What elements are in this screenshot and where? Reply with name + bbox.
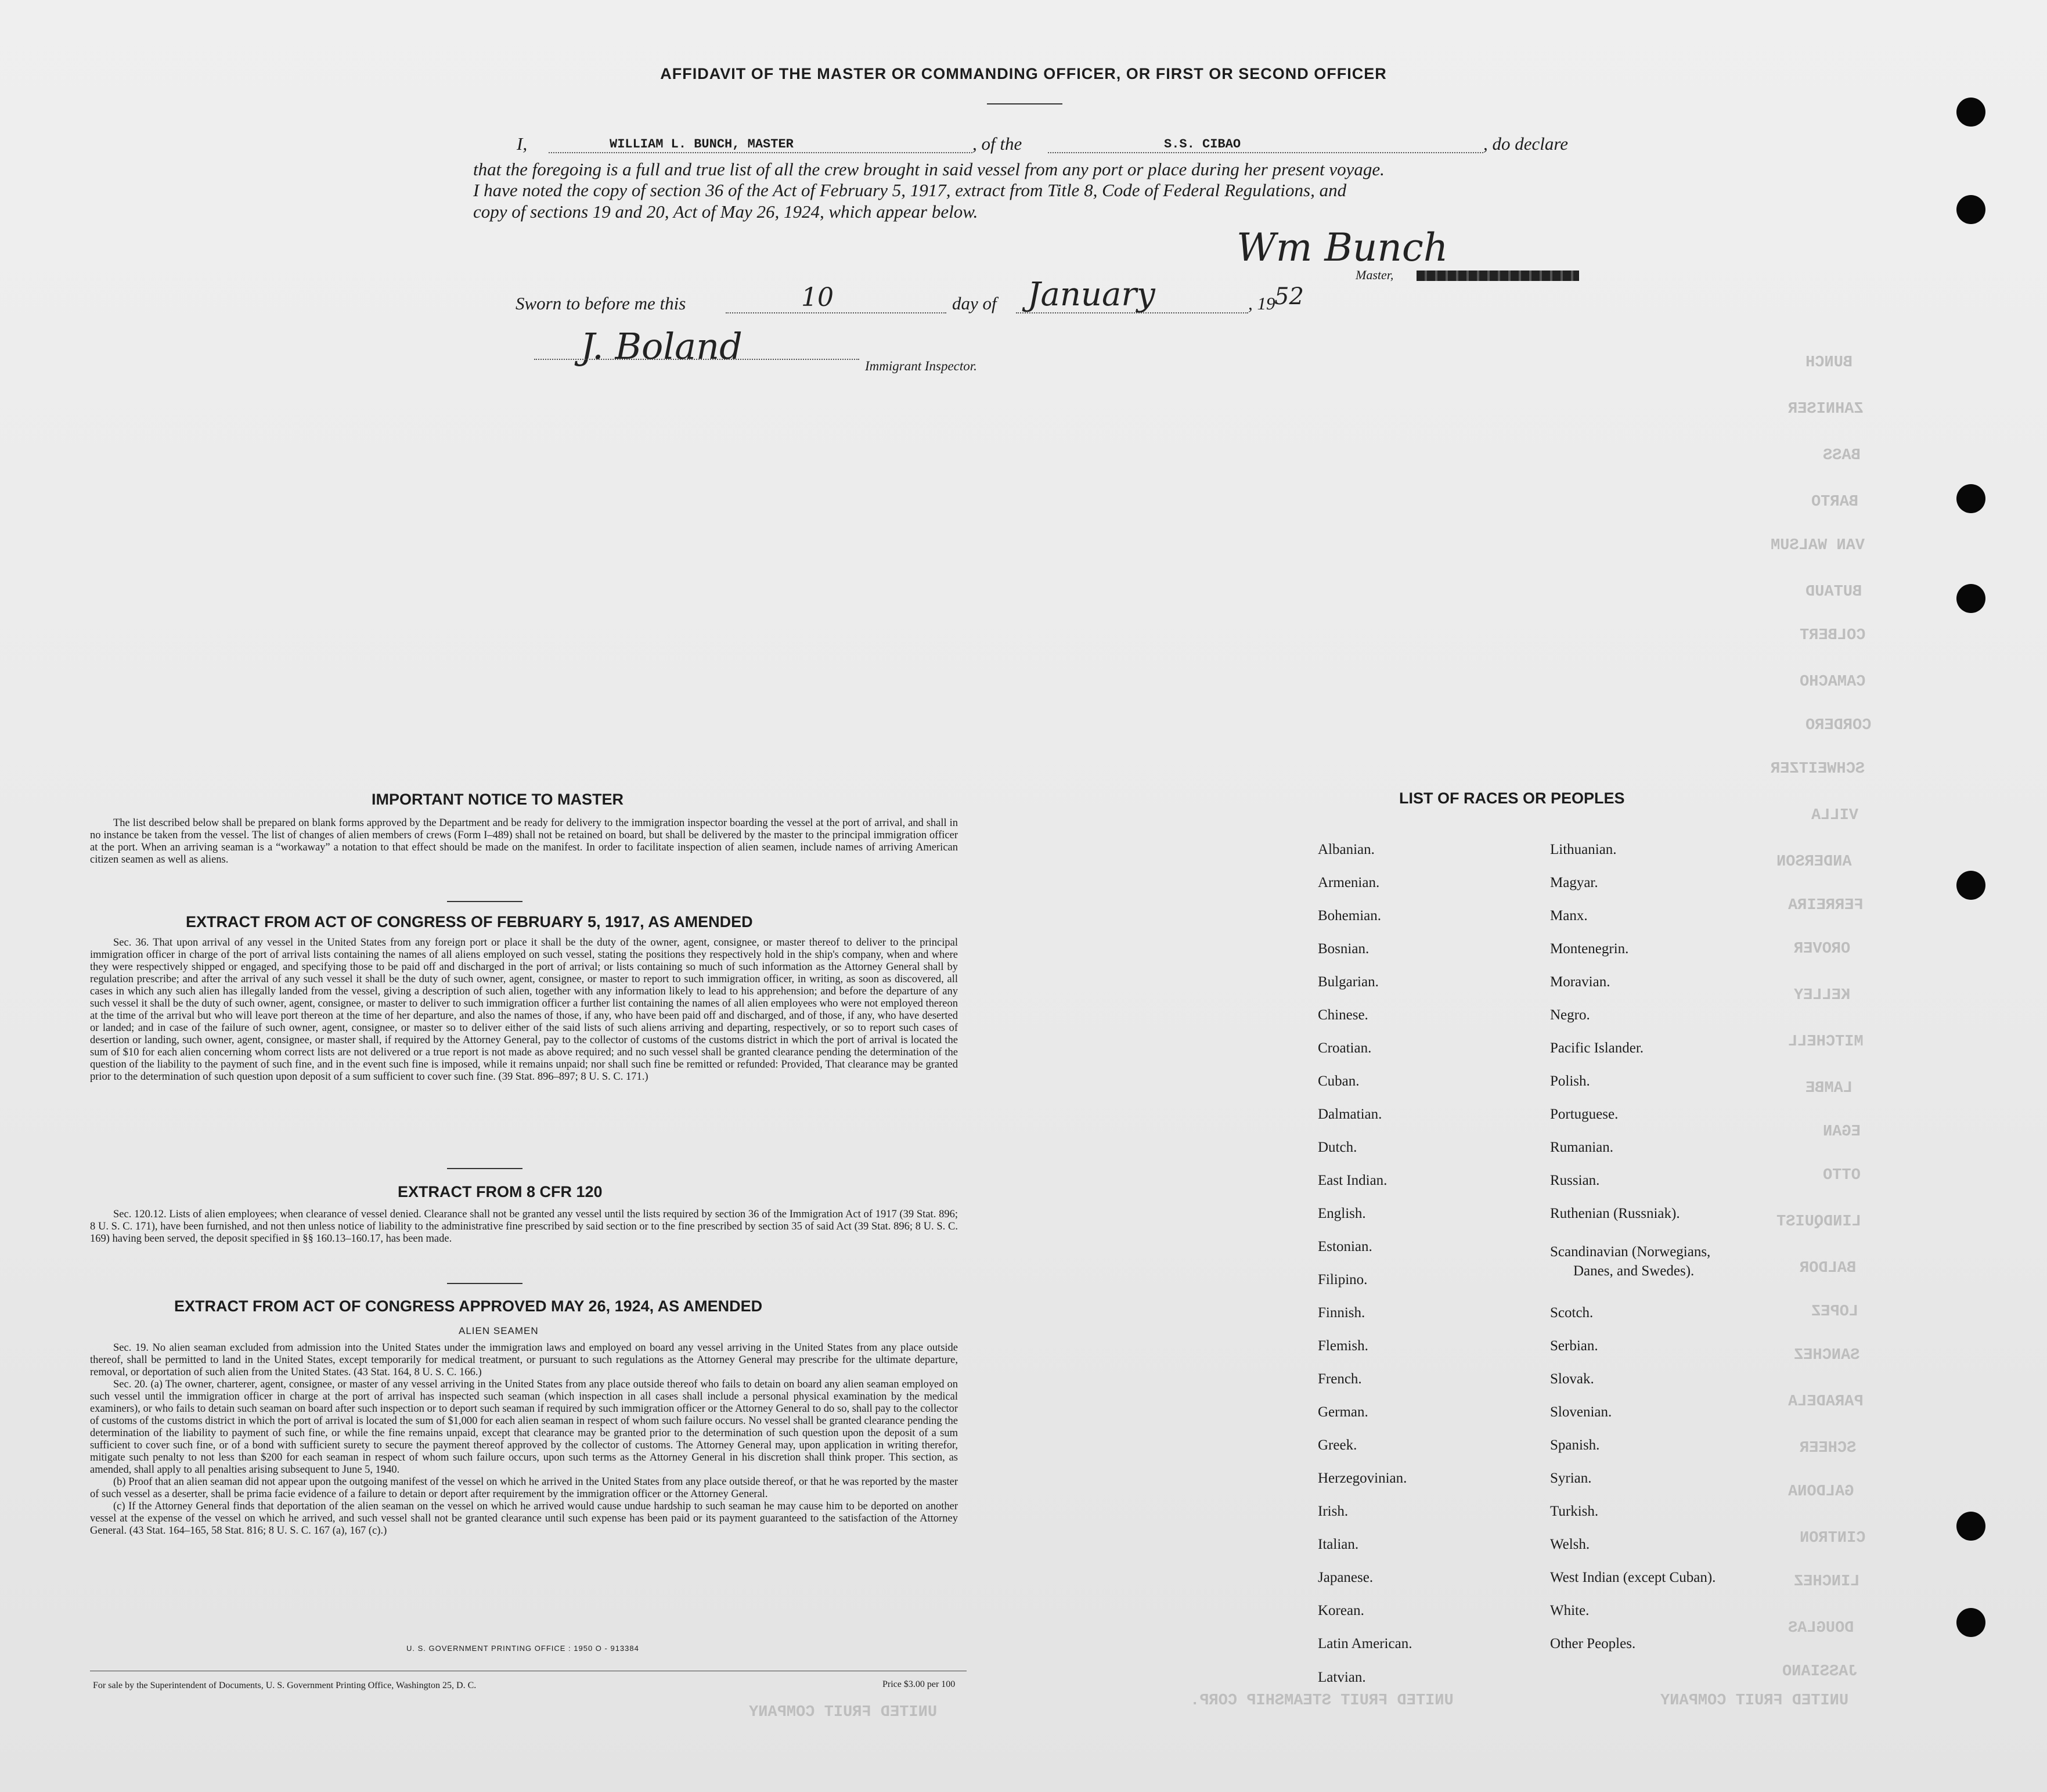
bleed-name: LINDQUIST <box>1776 1213 1861 1231</box>
extract-cfr-body <box>90 1209 958 1245</box>
race-item: Montenegrin. <box>1550 941 1629 957</box>
race-item: Scotch. <box>1550 1305 1594 1321</box>
extract-1917-heading: EXTRACT FROM ACT OF CONGRESS OF FEBRUARY 5, 1917, AS AMENDED <box>186 913 753 931</box>
race-item: Slovenian. <box>1550 1404 1612 1420</box>
bleed-name: KELLEY <box>1794 987 1851 1004</box>
bleed-name: BUNCH <box>1805 354 1853 372</box>
extract-1917-body <box>90 937 958 1083</box>
year-prefix: , 19 <box>1248 293 1275 313</box>
race-item: Moravian. <box>1550 974 1610 990</box>
bleed-name: GALDONA <box>1788 1483 1854 1501</box>
bleed-company: UNITED FRUIT COMPANY <box>749 1704 938 1721</box>
bleed-name: CAMACHO <box>1800 673 1866 691</box>
section-divider <box>447 901 522 902</box>
vessel-name-field: S.S. CIBAO <box>1164 137 1241 152</box>
day-field-line <box>726 312 946 313</box>
inspector-signature: J. Boland <box>581 325 743 367</box>
notice-heading: IMPORTANT NOTICE TO MASTER <box>372 791 624 808</box>
bleed-company-bottom: UNITED FRUIT STEAMSHIP CORP. <box>1190 1692 1454 1710</box>
race-item: Irish. <box>1318 1503 1349 1519</box>
race-item: German. <box>1318 1404 1368 1420</box>
master-signature: Wm Bunch <box>1237 225 1448 270</box>
race-item: Welsh. <box>1550 1537 1590 1552</box>
race-item: Bohemian. <box>1318 908 1382 924</box>
bleed-name: BARTO <box>1811 493 1859 511</box>
bleed-name: DOUGLAS <box>1788 1620 1854 1637</box>
race-item: Scandinavian (Norwegians, <box>1550 1244 1711 1260</box>
bleed-name: VILLA <box>1811 807 1859 824</box>
race-item: Filipino. <box>1318 1272 1368 1288</box>
race-item: French. <box>1318 1371 1362 1387</box>
race-item: Albanian. <box>1318 842 1375 857</box>
sworn-month-field: January <box>1028 276 1155 313</box>
race-item: Herzegovinian. <box>1318 1470 1407 1486</box>
bleed-name: BALDOR <box>1800 1260 1857 1277</box>
bleed-name: CINTRON <box>1800 1530 1866 1547</box>
punch-hole <box>1956 584 1985 613</box>
affidavit-line-2: that the foregoing is a full and true list of all the crew brought in said vessel from any port or place during her present voyage. <box>473 159 1385 179</box>
bleed-name: EGAN <box>1823 1123 1861 1141</box>
day-of-label: day of <box>952 293 997 313</box>
affidavit-line-3: I have noted the copy of section 36 of the Act of February 5, 1917, extract from Title 8, Code of Federal Regulations, and <box>473 180 1347 200</box>
bleed-company: UNITED FRUIT COMPANY <box>1660 1692 1849 1710</box>
notice-paragraph: The list described below shall be prepared on blank forms approved by the Department and be ready for delivery to the immigration inspector boarding the vessel at the port of arrival, and shall in no instance be taken from the vessel. The list of changes of alien members of crews (Form I–489) shall not be retained on board, but shall be delivered by the master to the principal immigration officer at the port. When an arriving seaman is a “workaway” a notation to that effect should be made on the manifest. In order to facilitate inspection of alien seamen, include names of arriving American citizen seamen as well as aliens. <box>90 817 958 866</box>
bleed-name: COLBERT <box>1800 627 1866 644</box>
race-item: Cuban. <box>1318 1073 1360 1089</box>
race-item: Rumanian. <box>1550 1140 1614 1155</box>
race-item: Portuguese. <box>1550 1106 1619 1122</box>
bleed-name: ZAHNISER <box>1788 401 1864 418</box>
race-item: White. <box>1550 1603 1590 1618</box>
alien-seamen-subheading: ALIEN SEAMEN <box>459 1325 539 1336</box>
race-item: Turkish. <box>1550 1503 1599 1519</box>
race-item: Syrian. <box>1550 1470 1592 1486</box>
bleed-name: FERREIRA <box>1788 897 1864 914</box>
sec-19-paragraph: Sec. 19. No alien seaman excluded from admission into the United States under the immigration laws and employed on board any vessel arriving in the United States from any place outside thereof, shall be permitted to land in the United States, except temporarily for medical treatment, or pursuant to such regulations as the Attorney General may prescribe for the ultimate departure, removal, or deportation of such alien from the United States. (43 Stat. 164, 8 U. S. C. 166.) <box>90 1342 958 1378</box>
bleed-name: BASS <box>1823 447 1861 464</box>
bleed-name: JASSIANO <box>1782 1663 1858 1681</box>
race-item: Chinese. <box>1318 1007 1368 1023</box>
race-item: Japanese. <box>1318 1570 1374 1585</box>
race-item: Pacific Islander. <box>1550 1040 1644 1056</box>
race-item: Slovak. <box>1550 1371 1594 1387</box>
bleed-name: VAN WALSUM <box>1771 537 1865 554</box>
declarant-i: I, <box>517 134 528 154</box>
sworn-year-field: 52 <box>1274 283 1304 310</box>
punch-hole <box>1956 1512 1985 1541</box>
affidavit-line-4: copy of sections 19 and 20, Act of May 26, 1924, which appear below. <box>473 201 978 222</box>
race-item: Latin American. <box>1318 1636 1412 1652</box>
bleed-name: BUTAUD <box>1805 583 1862 601</box>
bleed-name: OTTO <box>1823 1167 1861 1184</box>
notice-body <box>90 817 958 866</box>
races-heading: LIST OF RACES OR PEOPLES <box>1399 789 1625 807</box>
race-item: Danes, and Swedes). <box>1573 1263 1695 1279</box>
race-item: Negro. <box>1550 1007 1590 1023</box>
bleed-name: SCHEER <box>1800 1440 1857 1457</box>
race-item: Ruthenian (Russniak). <box>1550 1206 1680 1221</box>
race-item: Dalmatian. <box>1318 1106 1382 1122</box>
race-item: Korean. <box>1318 1603 1364 1618</box>
do-declare-label: , do declare <box>1483 134 1569 154</box>
sec-20b-paragraph: (b) Proof that an alien seaman did not appear upon the outgoing manifest of the vessel on which he arrived in the United States from any place outside thereof, or that he was reported by the master of such vessel as a deserter, shall be prima facie evidence of a failure to detain or deport after requirement by the immigration officer or the Attorney General. <box>90 1476 958 1500</box>
race-item: West Indian (except Cuban). <box>1550 1570 1716 1585</box>
race-item: Other Peoples. <box>1550 1636 1636 1652</box>
sworn-prefix: Sworn to before me this <box>516 293 686 313</box>
bleed-name: MITCHELL <box>1788 1033 1864 1051</box>
inspector-label: Immigrant Inspector. <box>865 359 977 373</box>
section-divider <box>447 1168 522 1169</box>
punch-hole <box>1956 871 1985 900</box>
sec-36-paragraph: Sec. 36. That upon arrival of any vessel in the United States from any foreign port or place it shall be the duty of the owner, agent, consignee, or master thereof to deliver to the principal immigration officer in charge of the port of arrival lists containing the names of all aliens employed on such vessel, stating the positions they respectively hold in the ship's company, when and where they were respectively shipped or engaged, and specifying those to be paid off and discharged in the port of arrival; or lists containing so much of such information as the Attorney General shall by regulation prescribe; and after the arrival of any such vessel it shall be the duty of such owner, agent, consignee, or master to report to such immigration officer, in writing, as soon as discovered, all cases in which any such alien has illegally landed from the vessel, giving a description of such alien, together with any information likely to lead to his apprehension; and before the departure of any such vessel it shall be the duty of such owner, agent, consignee, or master to deliver to such immigration officer a further list containing the names of all alien employees who were not employed thereon at the time of the arrival but who will leave port thereon at the time of her departure, and also the names of those, if any, who have been paid off and discharged, and of those, if any, who have deserted or landed; and in case of the failure of such owner, agent, consignee, or master so to deliver either of the said lists of such aliens arriving and departing, respectively, or so to report such cases of desertion or landing, such owner, agent, consignee, or master shall, if required by the Attorney General, pay to the collector of customs of the customs district in which the port of arrival is located the sum of $10 for each alien concerning whom correct lists are not delivered or a true report is not made as above required; and no such vessel shall be granted clearance pending the determination of the question of the liability to the payment of such fine, and in the event such fine is imposed, while it remains unpaid; nor shall such fine be remitted or refunded: Provided, That clearance may be granted prior to the determination of such question upon deposit of a sum sufficient to cover such fine. (39 Stat. 896–897; 8 U. S. C. 171.) <box>90 937 958 1083</box>
race-item: Latvian. <box>1318 1670 1366 1685</box>
extract-cfr-heading: EXTRACT FROM 8 CFR 120 <box>398 1183 603 1200</box>
footer-sale-notice: For sale by the Superintendent of Documents, U. S. Government Printing Office, Washington 25, D. C. <box>93 1681 477 1690</box>
race-item: Croatian. <box>1318 1040 1372 1056</box>
race-item: Russian. <box>1550 1173 1600 1188</box>
race-item: Serbian. <box>1550 1338 1598 1354</box>
footer-price: Price $3.00 per 100 <box>882 1679 956 1689</box>
race-item: Estonian. <box>1318 1239 1372 1254</box>
bleed-name: SCHWEITZER <box>1771 760 1865 778</box>
race-item: English. <box>1318 1206 1366 1221</box>
master-label: Master, <box>1356 268 1394 282</box>
sec-20c-paragraph: (c) If the Attorney General finds that deportation of the alien seaman on the vessel on which he arrived would cause undue hardship to such seaman he may cause him to be deported on another vessel at the expense of the vessel on which he arrived, and such vessel shall not be granted clearance until such expense has been paid or its payment guaranteed to the satisfaction of the Attorney General. (43 Stat. 164–165, 58 Stat. 816; 8 U. S. C. 167 (a), 167 (c).) <box>90 1501 958 1537</box>
bleed-name: PARADELA <box>1788 1393 1864 1411</box>
vessel-field-line <box>1048 152 1483 153</box>
bleed-name: ANDERSON <box>1776 853 1852 871</box>
race-item: Manx. <box>1550 908 1588 924</box>
sec-20a-paragraph: Sec. 20. (a) The owner, charterer, agent, consignee, or master of any vessel arriving in the United States from any place outside thereof who fails to detain on board any alien seaman employed on such vessel until the immigration officer in charge at the port of arrival has inspected such seaman (which inspection in all cases shall include a personal physical examination by the medical examiners), or who fails to detain such seaman on board after such inspection or to deport such seaman if required by such immigration officer or the Attorney General to do so, shall pay to the collector of customs of the customs district in which the port of arrival is located the sum of $1,000 for each alien seaman in respect of whom such failure occurs. No vessel shall be granted clearance pending the determination of the liability to payment of such fine, or while the fine remains unpaid, except that clearance may be granted prior to the determination of such question upon the deposit of a sum sufficient to cover such fine, or of a bond with sufficient surety to secure the payment thereof approved by the collector of customs. The Attorney General may, upon application in writing therefor, mitigate such penalty to not less than $200 for each seaman in respect of whom such failure occurs, upon such terms as the Attorney General in his discretion shall think proper. This section, as amended, shall apply to all penalties arising subsequent to June 5, 1940. <box>90 1379 958 1476</box>
race-item: Italian. <box>1318 1537 1359 1552</box>
punch-hole <box>1956 98 1985 127</box>
race-item: Bosnian. <box>1318 941 1370 957</box>
race-item: Bulgarian. <box>1318 974 1379 990</box>
of-the-label: , of the <box>972 134 1022 154</box>
sec-120-12-paragraph: Sec. 120.12. Lists of alien employees; when clearance of vessel denied. Clearance shall not be granted any vessel until the lists required by section 36 of the Immigration Act of 1917 (39 Stat. 896; 8 U. S. C. 171), have been furnished, and not then unless notice of liability to the administrative fine prescribed by said section or to the fine prescribed by section 35 of said Act (39 Stat. 896; 8 U. S. C. 169) having been served, the deposit specified in §§ 160.13–160.17, has been made. <box>90 1209 958 1245</box>
race-item: Dutch. <box>1318 1140 1357 1155</box>
bleed-name: LINCHEZ <box>1794 1573 1860 1591</box>
bleed-name: CORDERO <box>1805 717 1872 734</box>
bleed-name: LOPEZ <box>1811 1303 1859 1321</box>
bleed-name: LAMBE <box>1805 1080 1853 1097</box>
race-item: Finnish. <box>1318 1305 1365 1321</box>
punch-hole <box>1956 195 1985 224</box>
extract-1924-heading: EXTRACT FROM ACT OF CONGRESS APPROVED MAY 26, 1924, AS AMENDED <box>174 1297 763 1315</box>
section-divider <box>447 1283 522 1284</box>
bleed-name: SANCHEZ <box>1794 1347 1860 1364</box>
race-item: Magyar. <box>1550 875 1598 890</box>
race-item: Greek. <box>1318 1437 1357 1453</box>
race-item: Armenian. <box>1318 875 1380 890</box>
race-item: East Indian. <box>1318 1173 1388 1188</box>
race-item: Lithuanian. <box>1550 842 1617 857</box>
title-rule <box>987 103 1062 104</box>
affidavit-title: AFFIDAVIT OF THE MASTER OR COMMANDING OFFICER, OR FIRST OR SECOND OFFICER <box>660 65 1387 82</box>
bleed-name: OROVER <box>1794 940 1851 958</box>
master-name-field: WILLIAM L. BUNCH, MASTER <box>610 137 794 152</box>
printing-office-code: U. S. GOVERNMENT PRINTING OFFICE : 1950 O - 913384 <box>406 1644 639 1653</box>
name-field-line <box>549 152 972 153</box>
inspector-field-line <box>534 359 859 360</box>
extract-1924-body <box>90 1342 958 1537</box>
race-item: Spanish. <box>1550 1437 1600 1453</box>
race-item: Polish. <box>1550 1073 1590 1089</box>
sworn-day-field: 10 <box>801 283 834 312</box>
punch-hole <box>1956 484 1985 513</box>
punch-hole <box>1956 1608 1985 1637</box>
race-item: Flemish. <box>1318 1338 1368 1354</box>
struck-out-title <box>1417 271 1579 281</box>
